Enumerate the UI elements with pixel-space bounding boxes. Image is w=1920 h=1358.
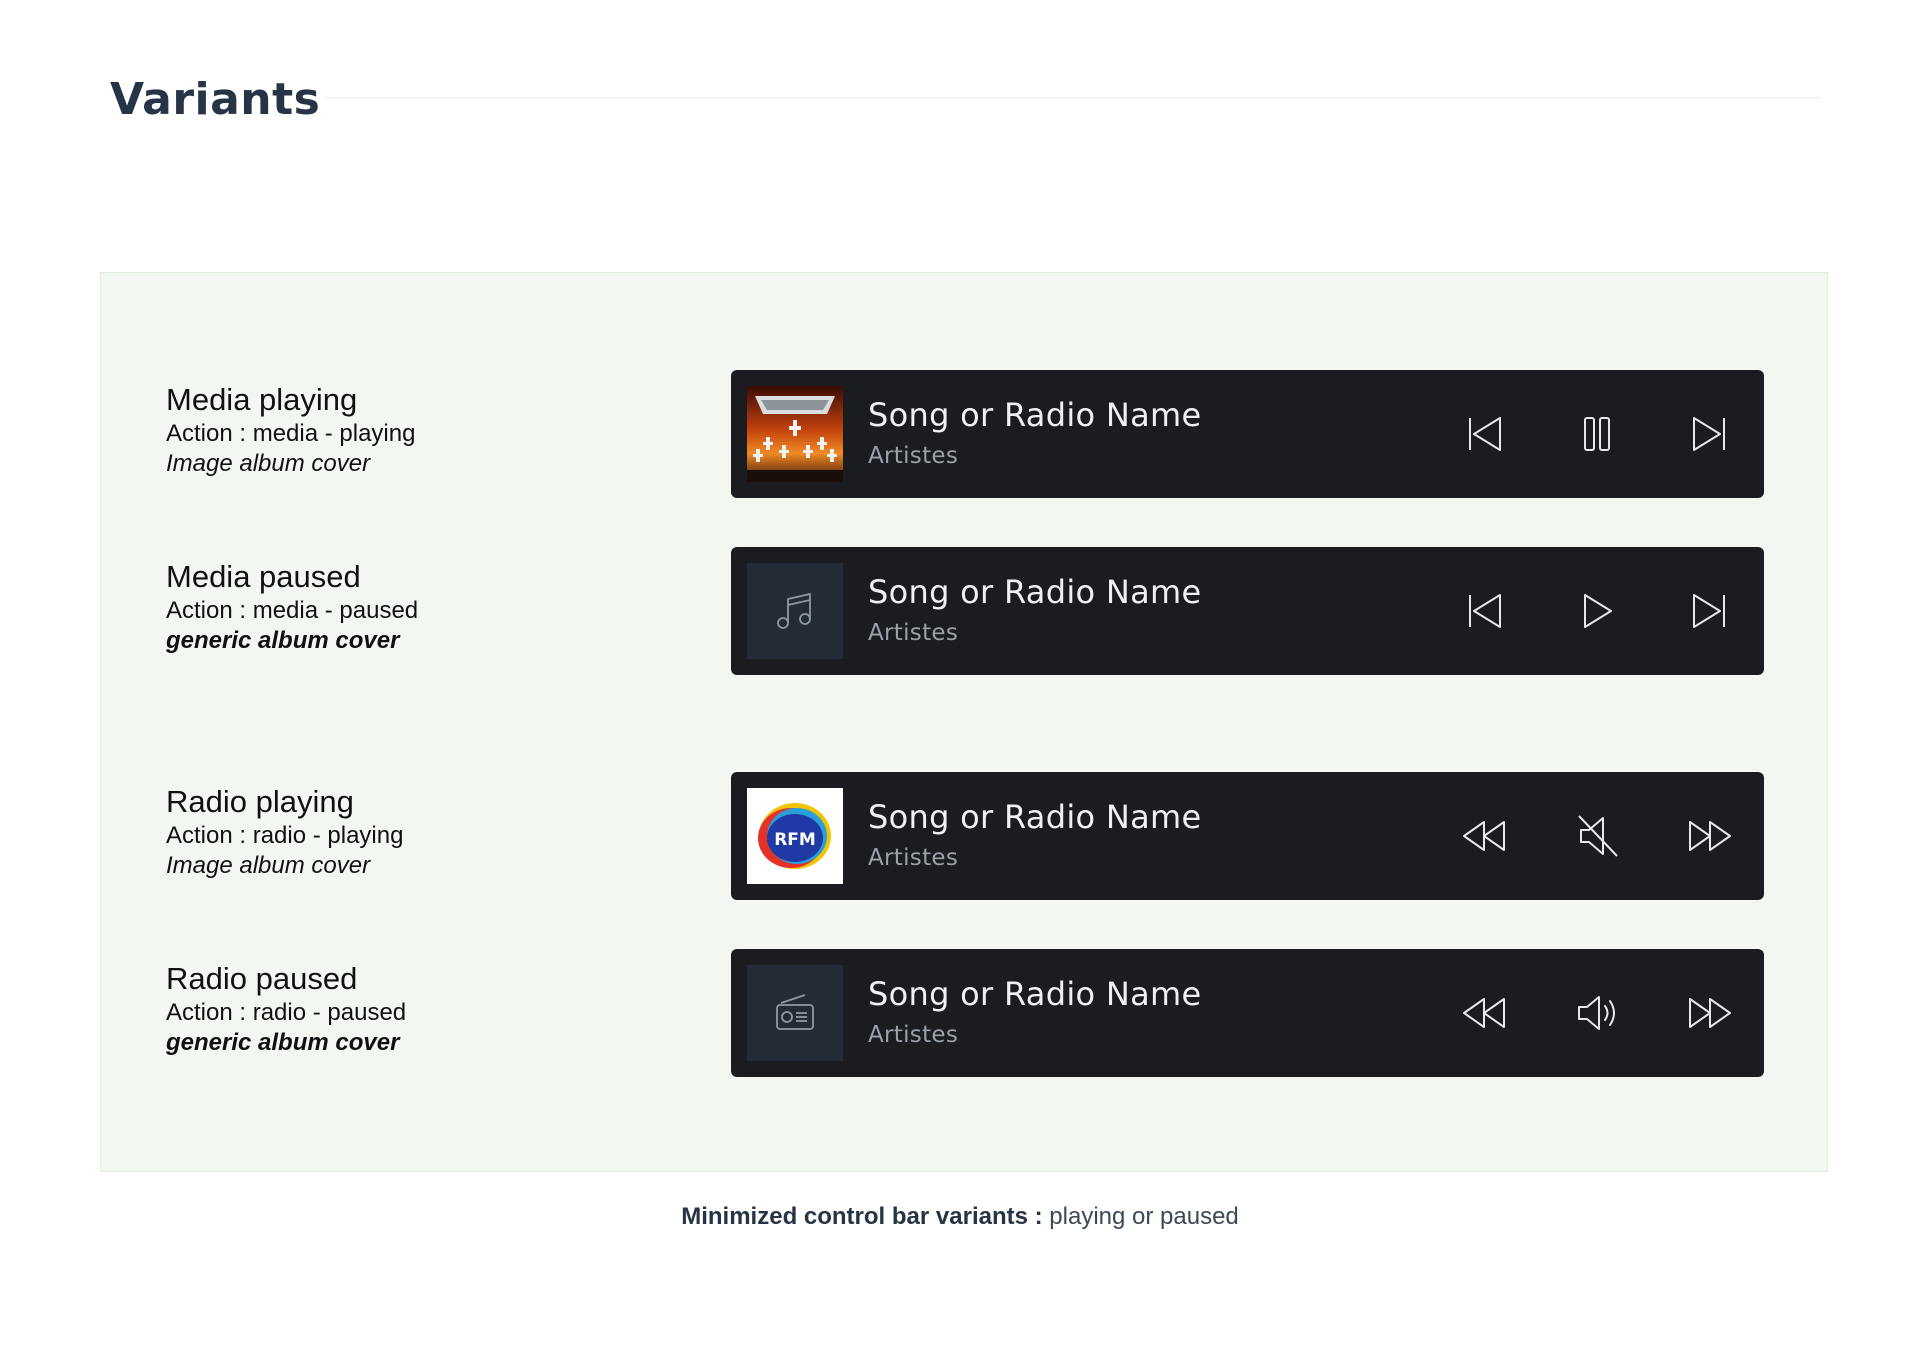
skip-previous-button[interactable]	[1460, 410, 1508, 458]
rewind-button[interactable]	[1460, 812, 1508, 860]
svg-text:RFM: RFM	[774, 830, 816, 850]
control-bar-media-paused[interactable]	[731, 547, 1764, 675]
section-header	[110, 70, 1820, 130]
variant-cover-note: Image album cover	[166, 852, 371, 879]
song-title: Song or Radio Name	[868, 975, 1202, 1013]
artist-name: Artistes	[868, 845, 959, 871]
volume-icon	[1573, 989, 1621, 1037]
variants-panel	[100, 272, 1828, 1172]
mute-button[interactable]	[1573, 812, 1621, 860]
variant-action: Action : radio - playing	[166, 822, 404, 849]
rewind-button[interactable]	[1460, 989, 1508, 1037]
song-title: Song or Radio Name	[868, 573, 1202, 611]
section-title: Variants	[110, 74, 321, 125]
variant-cover-note: Image album cover	[166, 450, 371, 477]
radio-station-logo	[755, 796, 835, 876]
radio-station-logo	[747, 788, 843, 884]
fast-forward-button[interactable]	[1686, 989, 1734, 1037]
music-note-icon	[773, 589, 817, 633]
song-title: Song or Radio Name	[868, 396, 1202, 434]
skip-previous-button[interactable]	[1460, 587, 1508, 635]
variant-title: Media paused	[166, 559, 361, 594]
fast-forward-button[interactable]	[1686, 812, 1734, 860]
skip-next-icon	[1686, 410, 1734, 458]
variant-label-media-paused	[166, 558, 586, 656]
pause-icon	[1573, 410, 1621, 458]
variant-cover-note: generic album cover	[166, 627, 400, 654]
skip-next-button[interactable]	[1686, 410, 1734, 458]
album-art-image	[747, 386, 843, 482]
volume-button[interactable]	[1573, 989, 1621, 1037]
variant-label-radio-playing	[166, 783, 586, 881]
rewind-icon	[1460, 989, 1508, 1037]
play-icon	[1573, 587, 1621, 635]
variant-title: Radio paused	[166, 961, 358, 996]
generic-album-cover	[747, 965, 843, 1061]
pause-button[interactable]	[1573, 410, 1621, 458]
variant-action: Action : media - paused	[166, 597, 419, 624]
variant-action: Action : radio - paused	[166, 999, 407, 1026]
fast-forward-icon	[1686, 989, 1734, 1037]
fast-forward-icon	[1686, 812, 1734, 860]
caption-bold: Minimized control bar variants :	[681, 1203, 1043, 1230]
artist-name: Artistes	[868, 1022, 959, 1048]
variant-cover-note: generic album cover	[166, 1029, 400, 1056]
album-cover-image	[747, 386, 843, 482]
variant-title: Radio playing	[166, 784, 354, 819]
skip-next-button[interactable]	[1686, 587, 1734, 635]
play-button[interactable]	[1573, 587, 1621, 635]
variant-label-media-playing	[166, 381, 586, 479]
artist-name: Artistes	[868, 620, 959, 646]
skip-previous-icon	[1460, 410, 1508, 458]
control-bar-media-playing[interactable]	[731, 370, 1764, 498]
rewind-icon	[1460, 812, 1508, 860]
variant-action: Action : media - playing	[166, 420, 416, 447]
song-title: Song or Radio Name	[868, 798, 1202, 836]
figure-caption	[0, 1203, 1920, 1231]
skip-previous-icon	[1460, 587, 1508, 635]
variant-label-radio-paused	[166, 960, 586, 1058]
skip-next-icon	[1686, 587, 1734, 635]
variant-title: Media playing	[166, 382, 358, 417]
radio-icon	[773, 991, 817, 1035]
generic-album-cover	[747, 563, 843, 659]
volume-muted-icon	[1573, 812, 1621, 860]
control-bar-radio-paused[interactable]	[731, 949, 1764, 1077]
control-bar-radio-playing[interactable]	[731, 772, 1764, 900]
artist-name: Artistes	[868, 443, 959, 469]
caption-rest: playing or paused	[1042, 1203, 1239, 1230]
section-divider	[326, 97, 1820, 98]
